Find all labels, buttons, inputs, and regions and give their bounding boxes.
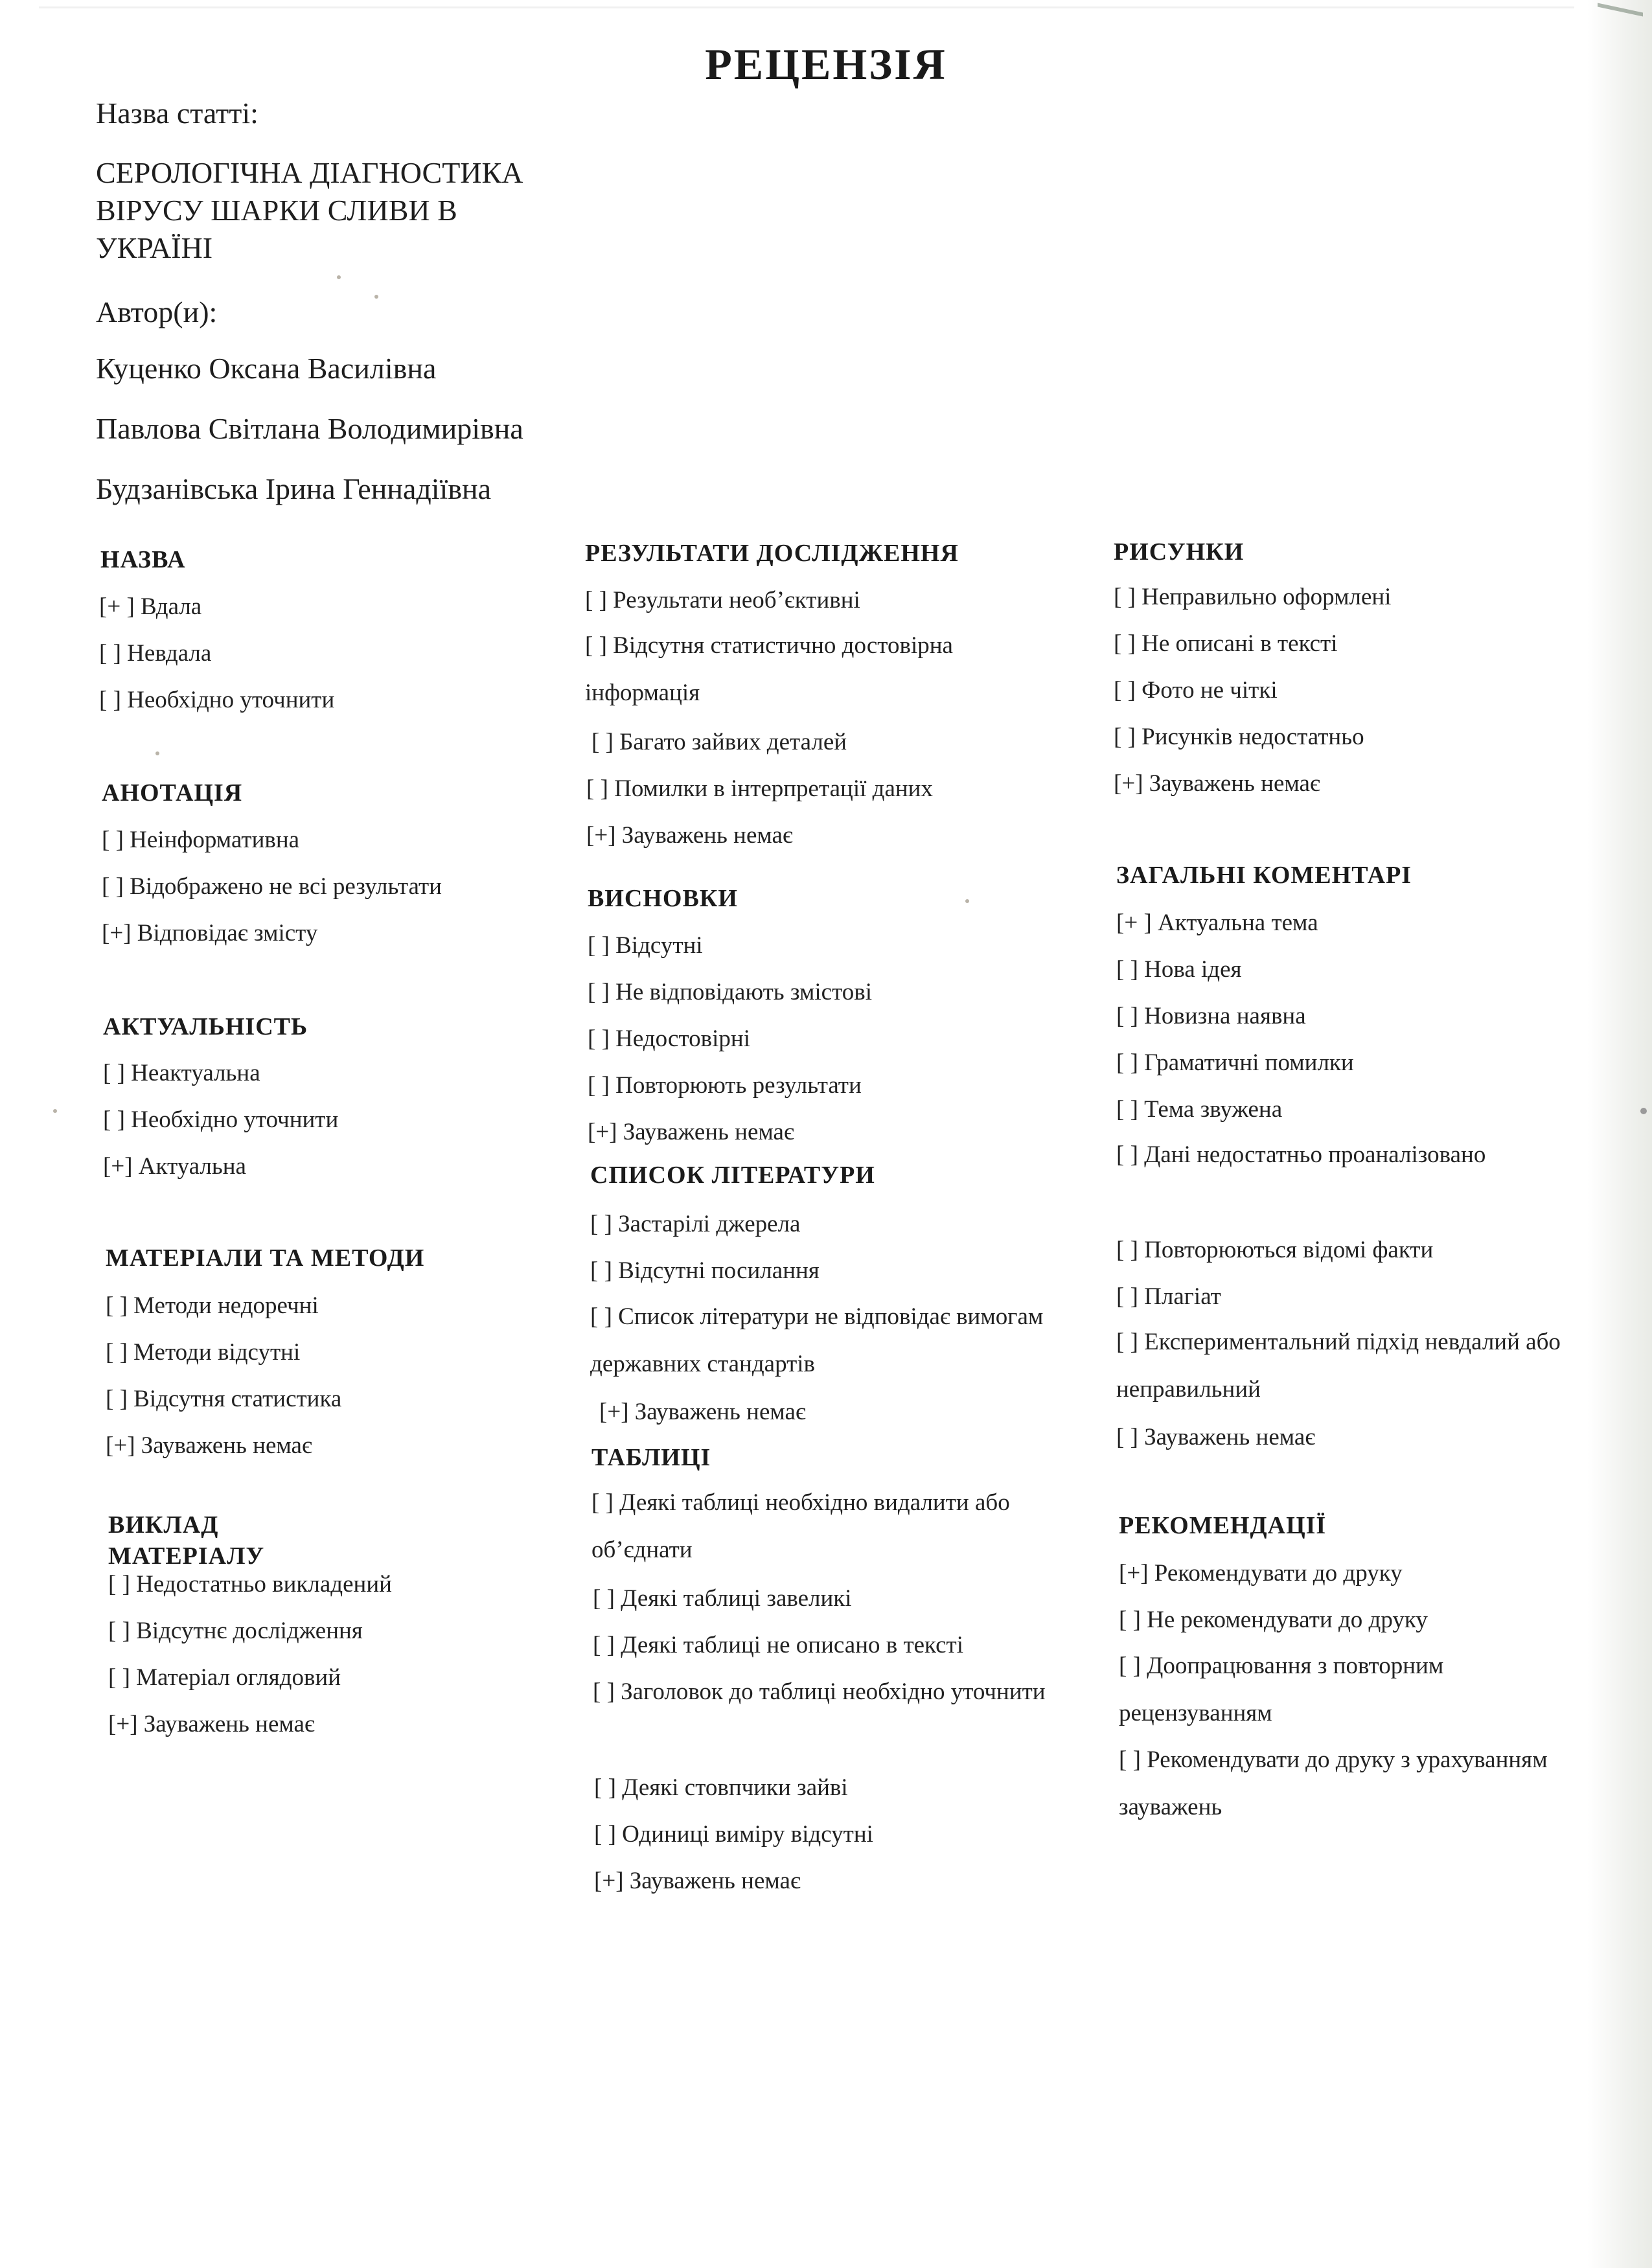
checklist-item: [ ] Відсутня статистика bbox=[106, 1386, 342, 1412]
checklist-item: [ ] Деякі стовпчики зайві bbox=[594, 1774, 848, 1801]
section-heading-aktualnist: АКТУАЛЬНІСТЬ bbox=[103, 1013, 308, 1040]
scan-right-edge bbox=[1587, 0, 1652, 2268]
checklist-item: [+] Зауважень немає bbox=[1114, 770, 1320, 797]
author-2: Павлова Світлана Володимирівна bbox=[96, 412, 523, 445]
section-heading-rekomendatsii: РЕКОМЕНДАЦІЇ bbox=[1119, 1512, 1327, 1539]
checklist-item: [ ] Тема звужена bbox=[1116, 1096, 1283, 1123]
checklist-item: [ ] Багато зайвих деталей bbox=[591, 729, 847, 755]
checklist-item: [ ] Рекомендувати до друку з урахуванням зауважень bbox=[1119, 1747, 1548, 1820]
checklist-item: [ ] Неінформативна bbox=[102, 827, 300, 853]
checklist-item: [ ] Список літератури не відповідає вимогам державних стандартів bbox=[590, 1303, 1044, 1377]
checklist-item: [ ] Результати необ’єктивні bbox=[585, 587, 860, 613]
scan-speck bbox=[337, 275, 341, 279]
checklist-item: [ ] Необхідно уточнити bbox=[103, 1106, 339, 1133]
checklist-item: [ ] Граматичні помилки bbox=[1116, 1049, 1354, 1076]
checklist-item: [ ] Фото не чіткі bbox=[1114, 677, 1278, 704]
authors-label: Автор(и): bbox=[96, 295, 218, 328]
section-heading-rysunky: РИСУНКИ bbox=[1114, 538, 1245, 566]
checklist-item: [ ] Матеріал оглядовий bbox=[108, 1664, 341, 1691]
checklist-item: [ ] Доопрацювання з повторним рецензуванням bbox=[1119, 1653, 1444, 1726]
checklist-item: [ ] Недостатньо викладений bbox=[108, 1571, 392, 1598]
checklist-item: [ ] Експериментальний підхід невдалий або неправильний bbox=[1116, 1329, 1561, 1403]
checklist-item: [+] Актуальна bbox=[103, 1153, 246, 1180]
checklist-item: [ ] Повторюють результати bbox=[588, 1072, 862, 1099]
checklist-item: [ ] Відображено не всі результати bbox=[102, 873, 442, 900]
checklist-item: [ ] Плагіат bbox=[1116, 1283, 1221, 1310]
checklist-item: [ ] Дані недостатньо проаналізовано bbox=[1116, 1141, 1486, 1168]
article-label: Назва статті: bbox=[96, 97, 258, 130]
checklist-item: [ ] Зауважень немає bbox=[1116, 1424, 1316, 1450]
checklist-item: [+] Зауважень немає bbox=[108, 1711, 315, 1737]
checklist-item: [+] Зауважень немає bbox=[599, 1399, 806, 1425]
checklist-item: [ ] Не відповідають змістові bbox=[588, 979, 872, 1005]
scan-edge-dot bbox=[1640, 1108, 1647, 1114]
scan-speck bbox=[53, 1109, 57, 1113]
section-heading-anotatsiia: АНОТАЦІЯ bbox=[102, 779, 243, 807]
article-title-line-3: УКРАЇНІ bbox=[96, 231, 213, 264]
scan-speck bbox=[374, 295, 378, 299]
checklist-item: [+] Зауважень немає bbox=[586, 822, 793, 849]
author-3: Будзанівська Ірина Геннадіївна bbox=[96, 472, 492, 505]
article-title-line-2: ВІРУСУ ШАРКИ СЛИВИ В bbox=[96, 194, 457, 227]
checklist-item: [ ] Не рекомендувати до друку bbox=[1119, 1607, 1428, 1633]
checklist-item: [+] Відповідає змісту bbox=[102, 920, 318, 946]
checklist-item: [ ] Деякі таблиці необхідно видалити або об’єднати bbox=[591, 1489, 1010, 1563]
page-title: РЕЦЕНЗІЯ bbox=[705, 40, 947, 89]
checklist-item: [ ] Відсутні посилання bbox=[590, 1257, 820, 1284]
scan-top-edge bbox=[39, 6, 1574, 8]
checklist-item: [ ] Відсутня статистично достовірна інформація bbox=[585, 632, 953, 706]
checklist-item: [ ] Рисунків недостатньо bbox=[1114, 724, 1364, 750]
checklist-item: [+] Зауважень немає bbox=[106, 1432, 312, 1459]
checklist-item: [ ] Новизна наявна bbox=[1116, 1003, 1306, 1029]
checklist-item: [ ] Методи відсутні bbox=[106, 1339, 301, 1366]
checklist-item: [ ] Застарілі джерела bbox=[590, 1211, 801, 1237]
checklist-item: [ ] Відсутні bbox=[588, 932, 703, 959]
section-heading-vysnovky: ВИСНОВКИ bbox=[588, 885, 738, 912]
section-heading-tablytsi: ТАБЛИЦІ bbox=[591, 1444, 711, 1471]
checklist-item: [ ] Помилки в інтерпретації даних bbox=[586, 775, 933, 802]
checklist-item: [ ] Деякі таблиці не описано в тексті bbox=[593, 1632, 963, 1658]
checklist-item: [ ] Методи недоречні bbox=[106, 1292, 319, 1319]
checklist-item: [ ] Відсутнє дослідження bbox=[108, 1618, 363, 1644]
checklist-item: [ ] Необхідно уточнити bbox=[99, 687, 335, 713]
section-heading-literatura: СПИСОК ЛІТЕРАТУРИ bbox=[590, 1162, 875, 1189]
author-1: Куценко Оксана Василівна bbox=[96, 352, 437, 385]
checklist-item: [ ] Недостовірні bbox=[588, 1025, 750, 1052]
scan-speck bbox=[965, 899, 969, 903]
checklist-item: [ ] Нова ідея bbox=[1116, 956, 1242, 983]
checklist-item: [+] Зауважень немає bbox=[588, 1119, 794, 1145]
checklist-item: [ ] Неактуальна bbox=[103, 1060, 260, 1086]
checklist-item: [ ] Деякі таблиці завеликі bbox=[593, 1585, 852, 1612]
checklist-item: [+ ] Актуальна тема bbox=[1116, 910, 1318, 936]
checklist-item: [ ] Повторюються відомі факти bbox=[1116, 1237, 1434, 1263]
checklist-item: [ ] Невдала bbox=[99, 640, 212, 667]
article-title-line-1: СЕРОЛОГІЧНА ДІАГНОСТИКА bbox=[96, 156, 523, 189]
checklist-item: [ ] Неправильно оформлені bbox=[1114, 584, 1392, 610]
scan-speck bbox=[155, 751, 159, 755]
checklist-item: [+ ] Вдала bbox=[99, 593, 202, 620]
section-heading-nazva: НАЗВА bbox=[100, 546, 186, 573]
checklist-item: [ ] Не описані в тексті bbox=[1114, 630, 1338, 657]
section-heading-vyklad: ВИКЛАД МАТЕРІАЛУ bbox=[108, 1511, 265, 1570]
section-heading-materialy: МАТЕРІАЛИ ТА МЕТОДИ bbox=[106, 1244, 425, 1272]
checklist-item: [ ] Заголовок до таблиці необхідно уточнити bbox=[593, 1678, 1046, 1705]
checklist-item: [+] Рекомендувати до друку bbox=[1119, 1560, 1403, 1586]
section-heading-komentari: ЗАГАЛЬНІ КОМЕНТАРІ bbox=[1116, 862, 1412, 889]
section-heading-rezultaty: РЕЗУЛЬТАТИ ДОСЛІДЖЕННЯ bbox=[585, 540, 959, 567]
checklist-item: [ ] Одиниці виміру відсутні bbox=[594, 1821, 873, 1848]
checklist-item: [+] Зауважень немає bbox=[594, 1868, 801, 1894]
